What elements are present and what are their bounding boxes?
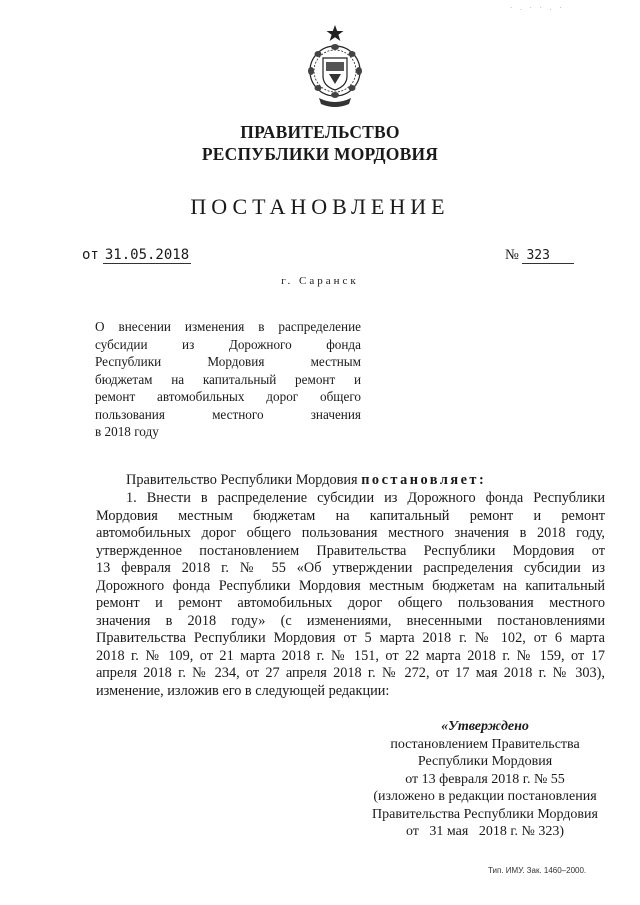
approval-line: (изложено в редакции постановления: [373, 789, 597, 804]
scan-speckles: · . · · . ·: [510, 4, 565, 12]
subject-line: пользования местного значения: [95, 406, 361, 422]
paragraph-line: ремонт и ремонт автомобильных дорог общего пользования местного: [96, 595, 605, 611]
coat-of-arms-emblem: [307, 24, 363, 110]
paragraph-line: изменение, изложив его в следующей редакции:: [96, 682, 390, 699]
resolution-paragraph: [96, 490, 605, 700]
number-value: 323: [522, 248, 574, 264]
mordovia-coat-of-arms-icon: [307, 24, 363, 110]
paragraph-line: автомобильных дорог общего пользования местного значения в 2018 году,: [96, 525, 605, 541]
intro-text: Правительство Республики Мордовия: [126, 472, 358, 488]
approval-block: [340, 718, 630, 841]
date-value: 31.05.2018: [104, 247, 190, 263]
subject-block: [95, 318, 361, 441]
paragraph-line: Мордовия местным бюджетам на капитальный ремонт и ремонт: [96, 507, 605, 524]
document-date: [82, 247, 191, 263]
subject-line: бюджетам на капитальный ремонт и: [95, 371, 361, 387]
subject-line: ремонт автомобильных дорог общего: [95, 389, 361, 404]
intro-verb: постановляет:: [361, 472, 487, 488]
approval-line: от 31 мая 2018 г. № 323): [405, 824, 565, 839]
paragraph-line: значения в 2018 году» (с изменениями, внесенными постановлениями: [96, 612, 605, 629]
paragraph-line: Дорожного фонда Республики Мордовия местным бюджетам на капитальный: [96, 577, 605, 594]
paragraph-line: апреля 2018 г. № 234, от 27 апреля 2018 г. № 272, от 17 мая 2018 г. № 303),: [96, 665, 605, 681]
document-type-title: ПОСТАНОВЛЕНИЕ: [190, 194, 450, 219]
organization-name-line1: ПРАВИТЕЛЬСТВО: [240, 122, 400, 142]
paragraph-line: 1. Внести в распределение субсидии из Дорожного фонда Республики: [126, 490, 605, 506]
paragraph-line: 13 февраля 2018 г. № 55 «Об утверждении распределения субсидии из: [96, 560, 605, 576]
subject-line: субсидии из Дорожного фонда: [95, 336, 361, 352]
paragraph-line: утвержденное постановлением Правительства Республики Мордовия от: [96, 542, 605, 559]
paragraph-line: Правительства Республики Мордовия от 5 марта 2018 г. № 102, от 6 марта: [96, 630, 605, 646]
date-prefix: от: [82, 247, 99, 263]
approval-line: Правительства Республики Мордовия: [372, 806, 598, 822]
approval-line: Республики Мордовия: [417, 754, 553, 769]
subject-line: Республики Мордовия местным: [95, 354, 361, 369]
printer-mark: Тип. ИМУ. Зак. 1460–2000.: [488, 866, 587, 875]
organization-name-line2: РЕСПУБЛИКИ МОРДОВИЯ: [201, 144, 439, 164]
resolution-intro: [96, 472, 605, 490]
document-number: [505, 247, 574, 264]
approval-line: постановлением Правительства: [390, 736, 580, 752]
city-label: г. Саранск: [281, 275, 359, 287]
number-prefix: №: [505, 247, 519, 263]
subject-line: в 2018 году: [95, 424, 159, 439]
approval-heading: «Утверждено: [441, 719, 529, 734]
approval-line: от 13 февраля 2018 г. № 55: [405, 771, 565, 787]
subject-line: О внесении изменения в распределение: [95, 319, 361, 334]
paragraph-line: 2018 г. № 109, от 21 марта 2018 г. № 151, от 22 марта 2018 г. № 159, от 17: [96, 647, 605, 664]
